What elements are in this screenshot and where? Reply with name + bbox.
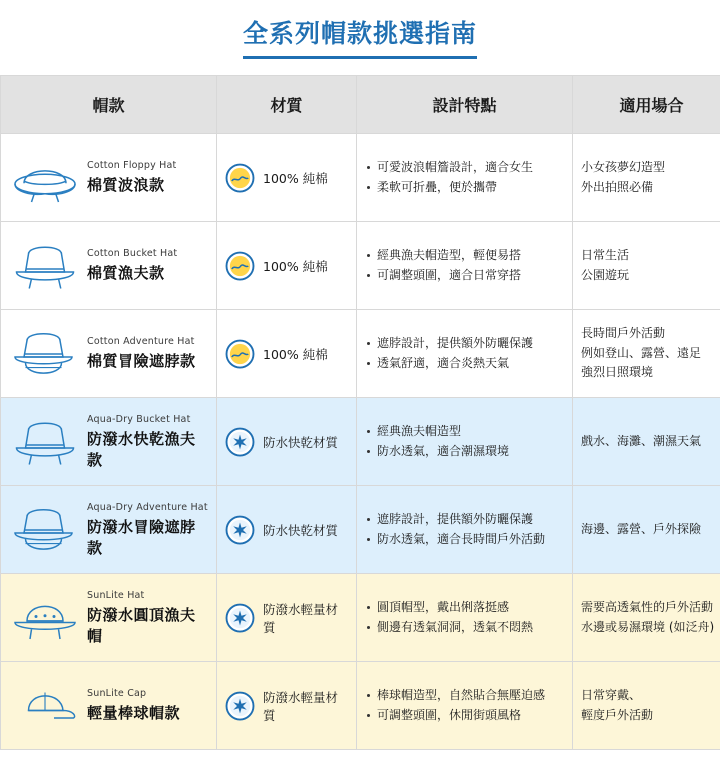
material-cell — [217, 222, 357, 310]
material-cell — [217, 486, 357, 574]
column-header-hat: 帽款 — [1, 76, 217, 134]
feature-item: 棒球帽造型，自然貼合無壓迫感 — [365, 686, 564, 706]
table-row — [1, 310, 720, 398]
usage-line: 外出拍照必備 — [581, 179, 654, 194]
bucket-hat-illustration — [9, 411, 81, 473]
usage-cell — [573, 310, 720, 398]
material-cell — [217, 662, 357, 750]
sunlite-cap-illustration — [9, 675, 81, 737]
hat-cell — [1, 574, 217, 662]
material-cell — [217, 574, 357, 662]
cotton-badge-icon — [225, 339, 255, 369]
table-row — [1, 574, 720, 662]
feature-list — [365, 422, 564, 462]
hat-cell — [1, 398, 217, 486]
hat-name-en: Aqua-Dry Adventure Hat — [87, 501, 208, 513]
table-row — [1, 134, 720, 222]
usage-line: 戲水、海灘、潮濕天氣 — [581, 433, 702, 448]
usage-line: 水邊或易濕環境 (如泛舟) — [581, 619, 715, 634]
usage-line: 日常生活 — [581, 247, 630, 262]
material-cell — [217, 310, 357, 398]
features-cell — [357, 222, 573, 310]
table-head — [1, 76, 720, 134]
hat-cell — [1, 222, 217, 310]
usage-cell — [573, 398, 720, 486]
table-row — [1, 662, 720, 750]
hat-cell — [1, 310, 217, 398]
feature-item: 圓頂帽型，戴出俐落挺感 — [365, 598, 564, 618]
table-header-row — [1, 76, 720, 134]
hat-name-zh: 防潑水圓頂漁夫帽 — [87, 605, 196, 645]
feature-item: 可調整頭圍，休閒街頭風格 — [365, 706, 564, 726]
table-row — [1, 398, 720, 486]
features-cell — [357, 398, 573, 486]
hat-name-zh: 棉質冒險遮脖款 — [87, 352, 196, 370]
column-header-usage: 適用場合 — [573, 76, 720, 134]
hat-name-en: Cotton Bucket Hat — [87, 248, 178, 259]
feature-item: 可愛波浪帽簷設計，適合女生 — [365, 158, 564, 178]
usage-line: 長時間戶外活動 — [581, 325, 666, 340]
material-label: 100% 純棉 — [263, 258, 328, 274]
usage-line: 海邊、露營、戶外探險 — [581, 521, 702, 536]
sunlite-badge-icon — [225, 691, 255, 721]
features-cell — [357, 574, 573, 662]
adventure-hat-illustration — [9, 499, 81, 561]
feature-list — [365, 246, 564, 286]
hat-name-en: Cotton Floppy Hat — [87, 160, 177, 171]
features-cell — [357, 662, 573, 750]
bucket-hat-illustration — [9, 235, 81, 297]
hat-name-en: SunLite Hat — [87, 589, 145, 601]
aquadry-badge-icon — [225, 515, 255, 545]
adventure-hat-illustration — [9, 323, 81, 385]
features-cell — [357, 134, 573, 222]
hat-name-zh: 防潑水快乾漁夫款 — [87, 429, 196, 469]
feature-list — [365, 510, 564, 550]
sunlite-badge-icon — [225, 603, 255, 633]
column-header-features: 設計特點 — [357, 76, 573, 134]
hat-name-en: SunLite Cap — [87, 688, 147, 699]
material-label: 100% 純棉 — [263, 170, 328, 186]
features-cell — [357, 310, 573, 398]
feature-list — [365, 334, 564, 374]
hat-name-zh: 防潑水冒險遮脖款 — [87, 517, 196, 557]
page-title-wrap — [0, 0, 720, 65]
feature-item: 遮脖設計，提供額外防曬保護 — [365, 510, 564, 530]
material-label: 100% 純棉 — [263, 346, 328, 362]
feature-list — [365, 686, 564, 726]
hat-name-zh: 輕量棒球帽款 — [87, 704, 181, 722]
hat-cell — [1, 662, 217, 750]
hat-cell — [1, 134, 217, 222]
feature-item: 防水透氣，適合潮濕環境 — [365, 442, 564, 462]
hat-name-zh: 棉質漁夫款 — [87, 264, 165, 282]
usage-line: 例如登山、露營、遠足 — [581, 345, 702, 360]
feature-list — [365, 598, 564, 638]
feature-item: 經典漁夫帽造型 — [365, 422, 564, 442]
material-cell — [217, 134, 357, 222]
column-header-material: 材質 — [217, 76, 357, 134]
feature-item: 側邊有透氣洞洞，透氣不悶熱 — [365, 618, 564, 638]
usage-line: 公園遊玩 — [581, 267, 630, 282]
material-label: 防潑水輕量材質 — [263, 689, 339, 723]
usage-line: 日常穿戴、 — [581, 687, 642, 702]
feature-item: 經典漁夫帽造型，輕便易搭 — [365, 246, 564, 266]
material-cell — [217, 398, 357, 486]
table-row — [1, 222, 720, 310]
feature-list — [365, 158, 564, 198]
feature-item: 柔軟可折疊，便於攜帶 — [365, 178, 564, 198]
hat-name-zh: 棉質波浪款 — [87, 176, 165, 194]
usage-cell — [573, 574, 720, 662]
feature-item: 可調整頭圍，適合日常穿搭 — [365, 266, 564, 286]
usage-cell — [573, 662, 720, 750]
floppy-hat-illustration — [9, 147, 81, 209]
material-label: 防潑水輕量材質 — [263, 601, 339, 635]
feature-item: 防水透氣，適合長時間戶外活動 — [365, 530, 564, 550]
feature-item: 遮脖設計，提供額外防曬保護 — [365, 334, 564, 354]
hat-cell — [1, 486, 217, 574]
hat-name-en: Aqua-Dry Bucket Hat — [87, 413, 191, 425]
cotton-badge-icon — [225, 163, 255, 193]
table-row — [1, 486, 720, 574]
usage-cell — [573, 222, 720, 310]
page-title: 全系列帽款挑選指南 — [243, 14, 477, 59]
usage-line: 需要高透氣性的戶外活動 — [581, 599, 714, 614]
table-body — [1, 134, 720, 750]
usage-line: 強烈日照環境 — [581, 365, 654, 380]
material-label: 防水快乾材質 — [263, 522, 339, 538]
usage-line: 輕度戶外活動 — [581, 707, 654, 722]
aquadry-badge-icon — [225, 427, 255, 457]
cotton-badge-icon — [225, 251, 255, 281]
usage-cell — [573, 134, 720, 222]
hat-comparison-table — [0, 75, 720, 750]
features-cell — [357, 486, 573, 574]
material-label: 防水快乾材質 — [263, 434, 339, 450]
usage-cell — [573, 486, 720, 574]
hat-name-en: Cotton Adventure Hat — [87, 336, 195, 347]
usage-line: 小女孩夢幻造型 — [581, 159, 666, 174]
feature-item: 透氣舒適，適合炎熱天氣 — [365, 354, 564, 374]
sunlite-hat-illustration — [9, 587, 81, 649]
